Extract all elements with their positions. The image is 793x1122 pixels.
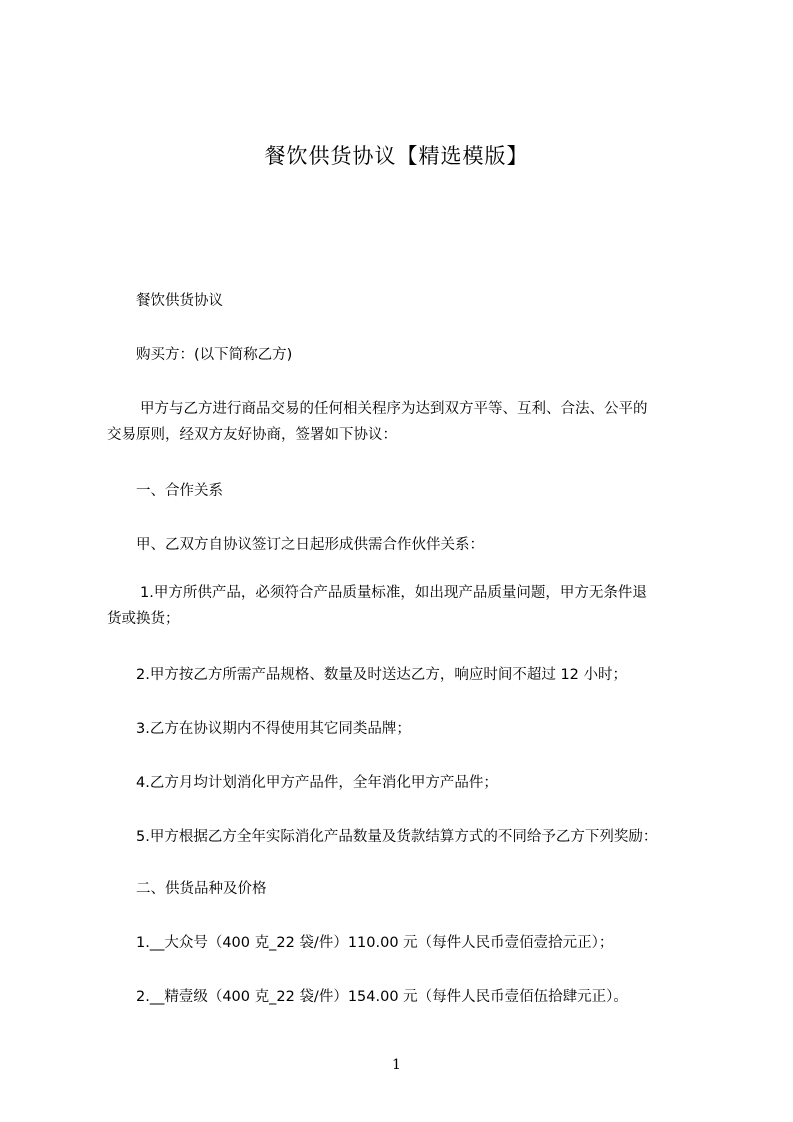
- clause-1-line-1: 1.甲方所供产品，必须符合产品质量标准，如出现产品质量问题，甲方无条件退: [140, 585, 647, 601]
- preamble-paragraph: [107, 396, 711, 448]
- page-number: 1: [392, 1057, 401, 1073]
- clause-5-paragraph: 5.甲方根据乙方全年实际消化产品数量及货款结算方式的不同给予乙方下列奖励：: [136, 829, 658, 845]
- preamble-line-1: 甲方与乙方进行商品交易的任何相关程序为达到双方平等、互利、合法、公平的: [140, 401, 648, 417]
- cooperation-intro-paragraph: 甲、乙双方自协议签订之日起形成供需合作伙伴关系：: [136, 537, 484, 553]
- clause-1-line-2: 货或换货；: [107, 611, 180, 627]
- product-item-2: 2.__精壹级（400 克_22 袋/件）154.00 元（每件人民币壹佰伍拾肆元正）。: [136, 989, 628, 1005]
- subtitle-paragraph: 餐饮供货协议: [136, 293, 223, 309]
- product-item-1: 1.__大众号（400 克_22 袋/件）110.00 元（每件人民币壹佰壹拾元正）；: [136, 935, 614, 951]
- clause-2-paragraph: 2.甲方按乙方所需产品规格、数量及时送达乙方，响应时间不超过 12 小时；: [136, 667, 628, 683]
- clause-3-paragraph: 3.乙方在协议期内不得使用其它同类品牌；: [136, 721, 411, 737]
- section-heading-products: 二、供货品种及价格: [136, 881, 267, 897]
- section-heading-cooperation: 一、合作关系: [136, 483, 223, 499]
- preamble-line-2: 交易原则，经双方友好协商，签署如下协议：: [107, 427, 397, 443]
- clause-1-paragraph: [107, 580, 711, 632]
- document-title: 餐饮供货协议【精选模版】: [264, 144, 529, 168]
- clause-4-paragraph: 4.乙方月均计划消化甲方产品件，全年消化甲方产品件；: [136, 775, 498, 791]
- buyer-paragraph: 购买方：(以下简称乙方): [136, 347, 293, 363]
